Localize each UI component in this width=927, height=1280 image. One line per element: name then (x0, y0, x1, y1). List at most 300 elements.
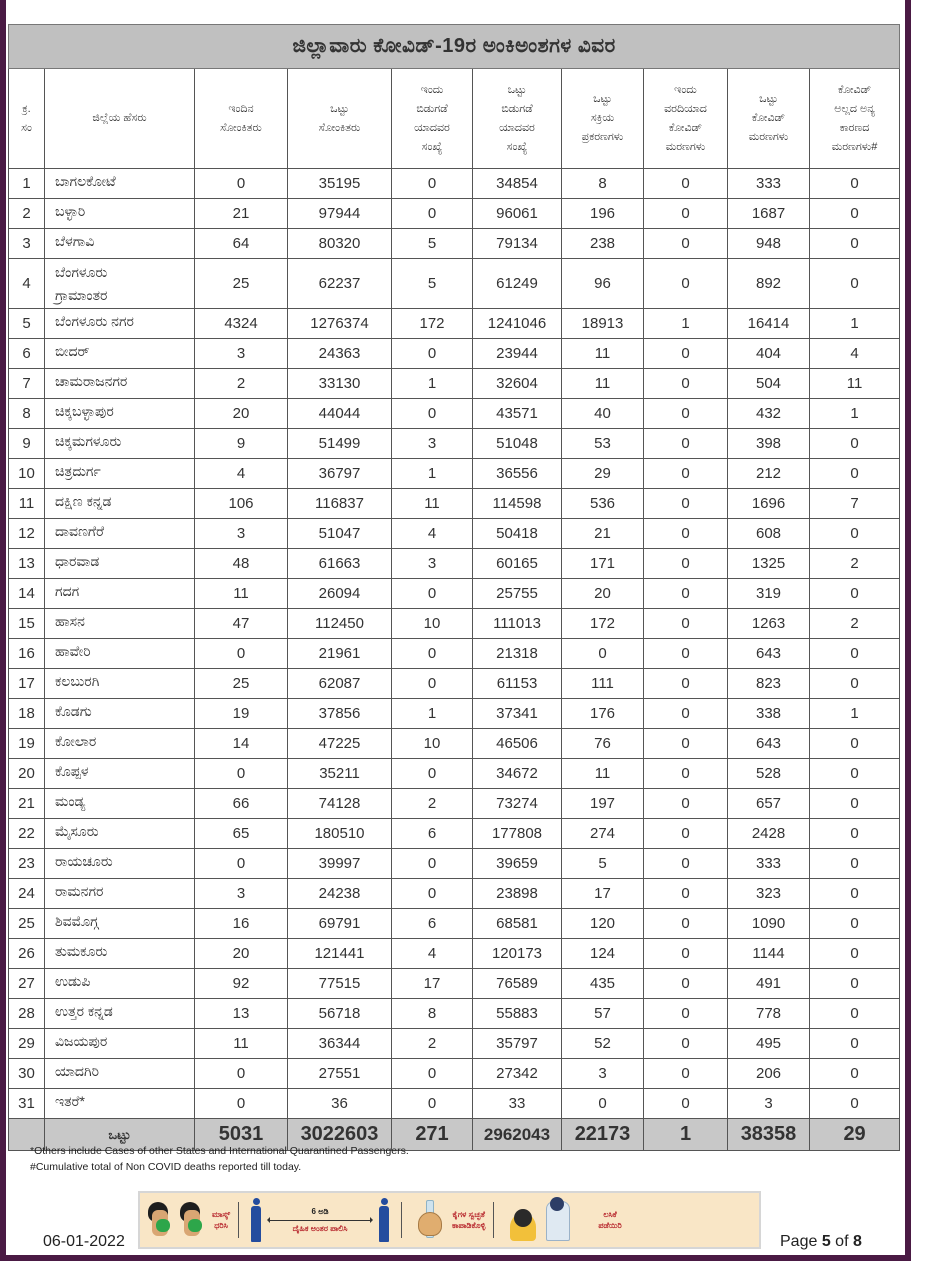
serial-number: 31 (9, 1089, 45, 1119)
today-discharged: 5 (392, 229, 473, 259)
hands-segment (410, 1193, 485, 1247)
today-positive: 48 (195, 549, 288, 579)
total-deaths: 504 (728, 369, 810, 399)
masked-face-icon (146, 1200, 172, 1240)
covid-safety-banner (138, 1191, 761, 1249)
district-name-text: ಕಲಬುರಗಿ (55, 673, 100, 689)
district-name-text: ಬಳ್ಳಾರಿ (55, 203, 86, 219)
total-deaths: 338 (728, 699, 810, 729)
serial-number: 11 (9, 489, 45, 519)
today-discharged: 10 (392, 609, 473, 639)
distance-indicator (265, 1207, 375, 1234)
table-row (9, 879, 900, 909)
active-cases: 52 (562, 1029, 644, 1059)
table-row (9, 229, 900, 259)
column-header-total-positive (288, 69, 392, 169)
today-positive: 3 (195, 339, 288, 369)
today-positive: 64 (195, 229, 288, 259)
column-header-row (9, 69, 900, 169)
header-text: ಯಾದವರ (499, 121, 535, 134)
today-discharged: 3 (392, 429, 473, 459)
serial-number: 8 (9, 399, 45, 429)
today-deaths: 0 (644, 429, 728, 459)
total-deaths: 1696 (728, 489, 810, 519)
total-deaths: 892 (728, 259, 810, 309)
non-covid-deaths: 1 (810, 399, 900, 429)
serial-number: 10 (9, 459, 45, 489)
today-discharged: 4 (392, 519, 473, 549)
district-name-text: ರಾಮನಗರ (55, 883, 104, 899)
today-deaths: 0 (644, 789, 728, 819)
district-name-text: ಚಿತ್ರದುರ್ಗ (55, 463, 101, 479)
non-covid-deaths: 0 (810, 259, 900, 309)
district-name-text: ಯಾದಗಿರಿ (55, 1063, 100, 1079)
active-cases: 11 (562, 339, 644, 369)
vaccine-label-line2: ಪಡೆಯಿರಿ (598, 1221, 622, 1230)
district-name (45, 909, 195, 939)
district-name-text: ಹಾವೇರಿ (55, 643, 91, 659)
total-deaths: 1090 (728, 909, 810, 939)
serial-number: 30 (9, 1059, 45, 1089)
total-positive: 77515 (288, 969, 392, 999)
active-cases: 124 (562, 939, 644, 969)
header-text: ಸಂ (21, 121, 32, 134)
today-deaths: 0 (644, 369, 728, 399)
total-discharged: 76589 (473, 969, 562, 999)
non-covid-deaths: 0 (810, 199, 900, 229)
active-cases: 197 (562, 789, 644, 819)
total-discharged: 60165 (473, 549, 562, 579)
total-discharged: 34672 (473, 759, 562, 789)
today-deaths: 0 (644, 399, 728, 429)
serial-number: 4 (9, 259, 45, 309)
today-positive: 25 (195, 669, 288, 699)
header-text: ಕೋವಿಡ್ (837, 83, 872, 96)
today-deaths: 0 (644, 229, 728, 259)
today-deaths: 0 (644, 969, 728, 999)
total-deaths: 643 (728, 639, 810, 669)
active-cases: 29 (562, 459, 644, 489)
table-row (9, 489, 900, 519)
active-cases: 53 (562, 429, 644, 459)
today-discharged: 1 (392, 369, 473, 399)
non-covid-deaths: 0 (810, 819, 900, 849)
serial-number: 22 (9, 819, 45, 849)
non-covid-deaths: 0 (810, 169, 900, 199)
district-name (45, 369, 195, 399)
non-covid-deaths: 1 (810, 309, 900, 339)
column-header-today-discharged (392, 69, 473, 169)
total-discharged: 46506 (473, 729, 562, 759)
serial-number: 7 (9, 369, 45, 399)
column-header-today-deaths (644, 69, 728, 169)
total-discharged: 51048 (473, 429, 562, 459)
total-deaths: 333 (728, 849, 810, 879)
header-text: ಇಂದು (674, 83, 697, 96)
district-name (45, 609, 195, 639)
today-discharged: 1 (392, 459, 473, 489)
district-name (45, 819, 195, 849)
column-header-total-discharged (473, 69, 562, 169)
district-name (45, 429, 195, 459)
active-cases: 18913 (562, 309, 644, 339)
non-covid-deaths: 0 (810, 879, 900, 909)
today-deaths: 0 (644, 1059, 728, 1089)
total-discharged: 1241046 (473, 309, 562, 339)
district-name-text: ಉಡುಪಿ (55, 973, 91, 989)
active-cases: 172 (562, 609, 644, 639)
total-deaths: 608 (728, 519, 810, 549)
total-deaths: 3 (728, 1089, 810, 1119)
total-positive: 39997 (288, 849, 392, 879)
header-text: ಬಿಡುಗಡೆ (501, 102, 533, 115)
district-name-text: ಇತರೆ* (55, 1093, 85, 1109)
district-name-text: ಉತ್ತರ ಕನ್ನಡ (55, 1003, 113, 1019)
total-discharged: 35797 (473, 1029, 562, 1059)
table-row (9, 339, 900, 369)
district-name (45, 1089, 195, 1119)
total-positive: 112450 (288, 609, 392, 639)
today-deaths: 0 (644, 939, 728, 969)
total-today-discharged: 271 (392, 1119, 473, 1151)
table-title: ಜಿಲ್ಲಾವಾರು ಕೋವಿಡ್-19ರ ಅಂಕಿಅಂಶಗಳ ವಿವರ (9, 25, 900, 69)
column-header-active (562, 69, 644, 169)
today-deaths: 0 (644, 199, 728, 229)
header-text: ಸಕ್ರಿಯ (590, 112, 615, 124)
report-date: 06-01-2022 (43, 1233, 125, 1250)
today-deaths: 0 (644, 639, 728, 669)
today-positive: 21 (195, 199, 288, 229)
today-deaths: 0 (644, 489, 728, 519)
header-text: ಸಂಖ್ಯೆ (506, 140, 528, 153)
active-cases: 176 (562, 699, 644, 729)
total-positive: 51499 (288, 429, 392, 459)
page-current: 5 (821, 1233, 831, 1250)
today-deaths: 0 (644, 1029, 728, 1059)
serial-number: 18 (9, 699, 45, 729)
mask-label (212, 1209, 230, 1231)
non-covid-deaths: 0 (810, 969, 900, 999)
district-name (45, 879, 195, 909)
today-positive: 19 (195, 699, 288, 729)
today-deaths: 0 (644, 459, 728, 489)
total-deaths: 1325 (728, 549, 810, 579)
today-positive: 16 (195, 909, 288, 939)
active-cases: 274 (562, 819, 644, 849)
header-text: ಕ್ರ. (22, 102, 31, 115)
total-deaths: 495 (728, 1029, 810, 1059)
district-name-text: ಕೊಡಗು (55, 703, 92, 719)
table-row (9, 519, 900, 549)
district-name-text: ಚಿಕ್ಕಬಳ್ಳಾಪುರ (55, 403, 114, 419)
non-covid-deaths: 2 (810, 549, 900, 579)
serial-number: 14 (9, 579, 45, 609)
footnotes (30, 1143, 409, 1175)
today-deaths: 0 (644, 699, 728, 729)
total-deaths: 491 (728, 969, 810, 999)
serial-number: 17 (9, 669, 45, 699)
district-name (45, 199, 195, 229)
active-cases: 57 (562, 999, 644, 1029)
active-cases: 435 (562, 969, 644, 999)
district-name (45, 229, 195, 259)
table-row (9, 369, 900, 399)
total-positive: 47225 (288, 729, 392, 759)
today-positive: 20 (195, 939, 288, 969)
total-deaths: 206 (728, 1059, 810, 1089)
total-discharged: 73274 (473, 789, 562, 819)
table-row (9, 429, 900, 459)
total-positive: 24363 (288, 339, 392, 369)
today-discharged: 6 (392, 819, 473, 849)
serial-number: 16 (9, 639, 45, 669)
header-text: ಒಟ್ಟು (593, 93, 612, 105)
total-discharged: 27342 (473, 1059, 562, 1089)
non-covid-deaths: 0 (810, 1029, 900, 1059)
today-positive: 25 (195, 259, 288, 309)
today-deaths: 0 (644, 669, 728, 699)
serial-number: 9 (9, 429, 45, 459)
today-deaths: 0 (644, 759, 728, 789)
today-positive: 0 (195, 1059, 288, 1089)
total-discharged: 21318 (473, 639, 562, 669)
district-name (45, 519, 195, 549)
total-discharged: 55883 (473, 999, 562, 1029)
district-name (45, 489, 195, 519)
today-positive: 4324 (195, 309, 288, 339)
total-total-deaths: 38358 (728, 1119, 810, 1151)
header-text: ಸಂಖ್ಯೆ (421, 140, 443, 153)
serial-number: 13 (9, 549, 45, 579)
today-discharged: 0 (392, 669, 473, 699)
total-non-covid-deaths: 29 (810, 1119, 900, 1151)
total-today-positive: 5031 (195, 1119, 288, 1151)
serial-number: 28 (9, 999, 45, 1029)
non-covid-deaths: 0 (810, 519, 900, 549)
header-text: ಇಂದಿನ (228, 102, 254, 115)
today-positive: 11 (195, 1029, 288, 1059)
table-row (9, 169, 900, 199)
footnote-others: *Others include Cases of other States and International Quarantined Passengers. (30, 1145, 409, 1157)
total-positive: 35195 (288, 169, 392, 199)
today-deaths: 1 (644, 309, 728, 339)
today-positive: 11 (195, 579, 288, 609)
active-cases: 111 (562, 669, 644, 699)
active-cases: 96 (562, 259, 644, 309)
table-body (9, 169, 900, 1151)
table-row (9, 259, 900, 309)
today-positive: 0 (195, 1089, 288, 1119)
district-name (45, 1059, 195, 1089)
total-positive: 62237 (288, 259, 392, 309)
today-discharged: 5 (392, 259, 473, 309)
serial-number: 6 (9, 339, 45, 369)
serial-number: 26 (9, 939, 45, 969)
district-name (45, 969, 195, 999)
serial-number: 15 (9, 609, 45, 639)
district-name (45, 1029, 195, 1059)
serial-number: 3 (9, 229, 45, 259)
non-covid-deaths: 0 (810, 759, 900, 789)
district-covid-table-wrapper (8, 24, 899, 1151)
header-text: ಯಾದವರ (414, 121, 450, 134)
total-discharged: 34854 (473, 169, 562, 199)
total-deaths: 1144 (728, 939, 810, 969)
total-deaths: 323 (728, 879, 810, 909)
total-positive: 51047 (288, 519, 392, 549)
active-cases: 171 (562, 549, 644, 579)
today-deaths: 0 (644, 849, 728, 879)
header-text: ಕೋವಿಡ್ (668, 121, 703, 134)
total-discharged: 68581 (473, 909, 562, 939)
header-text: ಪ್ರಕರಣಗಳು (581, 131, 624, 143)
today-positive: 3 (195, 519, 288, 549)
non-covid-deaths: 0 (810, 669, 900, 699)
table-row (9, 729, 900, 759)
today-deaths: 0 (644, 549, 728, 579)
district-name-text: ಮಂಡ್ಯ (55, 793, 86, 809)
total-deaths: 1263 (728, 609, 810, 639)
header-text: ಒಟ್ಟು (330, 102, 349, 115)
today-discharged: 0 (392, 199, 473, 229)
today-positive: 0 (195, 639, 288, 669)
total-positive: 24238 (288, 879, 392, 909)
total-positive: 37856 (288, 699, 392, 729)
district-name-text-line2: ಗ್ರಾಮಾಂತರ (55, 286, 108, 303)
header-text: ಸೋಂಕಿತರು (220, 121, 262, 134)
vaccine-segment (502, 1193, 621, 1247)
total-discharged: 39659 (473, 849, 562, 879)
non-covid-deaths: 0 (810, 579, 900, 609)
total-discharged: 32604 (473, 369, 562, 399)
table-row (9, 939, 900, 969)
today-deaths: 0 (644, 729, 728, 759)
table-row (9, 1089, 900, 1119)
district-name (45, 579, 195, 609)
header-text: ಕೋವಿಡ್ (751, 112, 786, 124)
total-positive: 80320 (288, 229, 392, 259)
total-positive: 61663 (288, 549, 392, 579)
today-discharged: 3 (392, 549, 473, 579)
total-total-positive: 3022603 (288, 1119, 392, 1151)
total-discharged: 79134 (473, 229, 562, 259)
person-icon (251, 1198, 261, 1242)
total-positive: 33130 (288, 369, 392, 399)
header-text: ಸೋಂಕಿತರು (318, 121, 361, 134)
header-text: ಮರಣಗಳು (748, 131, 789, 143)
district-name (45, 789, 195, 819)
active-cases: 120 (562, 909, 644, 939)
banner-divider (493, 1202, 494, 1238)
vaccine-label-line1: ಲಸಿಕೆ (603, 1210, 617, 1219)
table-row (9, 1059, 900, 1089)
today-positive: 20 (195, 399, 288, 429)
page-sep: of (830, 1233, 853, 1250)
total-discharged: 43571 (473, 399, 562, 429)
non-covid-deaths: 0 (810, 1059, 900, 1089)
total-discharged: 111013 (473, 609, 562, 639)
district-name-text: ದಕ್ಷಿಣ ಕನ್ನಡ (55, 493, 112, 509)
district-name (45, 669, 195, 699)
total-active-cases: 22173 (562, 1119, 644, 1151)
total-positive: 44044 (288, 399, 392, 429)
district-name (45, 309, 195, 339)
active-cases: 76 (562, 729, 644, 759)
today-discharged: 2 (392, 789, 473, 819)
total-positive: 21961 (288, 639, 392, 669)
total-deaths: 823 (728, 669, 810, 699)
total-deaths: 528 (728, 759, 810, 789)
table-row (9, 639, 900, 669)
total-positive: 116837 (288, 489, 392, 519)
banner-divider (401, 1202, 402, 1238)
mask-label-line1: ಮಾಸ್ಕ್ (212, 1210, 231, 1219)
table-row (9, 1029, 900, 1059)
total-deaths: 2428 (728, 819, 810, 849)
column-header-today-positive (195, 69, 288, 169)
total-deaths: 398 (728, 429, 810, 459)
total-deaths: 643 (728, 729, 810, 759)
today-discharged: 0 (392, 759, 473, 789)
header-text: ಮರಣಗಳು (665, 140, 706, 153)
today-positive: 3 (195, 879, 288, 909)
total-positive: 27551 (288, 1059, 392, 1089)
today-positive: 0 (195, 169, 288, 199)
today-discharged: 8 (392, 999, 473, 1029)
table-row (9, 579, 900, 609)
active-cases: 11 (562, 369, 644, 399)
mask-segment (140, 1193, 230, 1247)
today-positive: 2 (195, 369, 288, 399)
distance-label: ದೈಹಿಕ ಅಂತರ ಪಾಲಿಸಿ (292, 1223, 348, 1233)
district-name-text: ಬೆಳಗಾವಿ (55, 233, 95, 249)
today-discharged: 172 (392, 309, 473, 339)
column-header-serial (9, 69, 45, 169)
today-discharged: 0 (392, 639, 473, 669)
district-name (45, 729, 195, 759)
total-positive: 35211 (288, 759, 392, 789)
header-text: ಒಟ್ಟು (507, 83, 527, 96)
non-covid-deaths: 2 (810, 609, 900, 639)
non-covid-deaths: 0 (810, 849, 900, 879)
today-deaths: 0 (644, 339, 728, 369)
banner-divider (238, 1202, 239, 1238)
district-name-text: ಶಿವಮೊಗ್ಗ (55, 913, 99, 929)
serial-number: 20 (9, 759, 45, 789)
total-deaths: 432 (728, 399, 810, 429)
today-positive: 66 (195, 789, 288, 819)
table-row (9, 699, 900, 729)
district-name-text: ಬೆಂಗಳೂರು ನಗರ (55, 313, 134, 329)
total-deaths: 319 (728, 579, 810, 609)
total-discharged: 36556 (473, 459, 562, 489)
district-name-text: ವಿಜಯಪುರ (55, 1033, 108, 1049)
today-discharged: 10 (392, 729, 473, 759)
serial-number: 27 (9, 969, 45, 999)
non-covid-deaths: 0 (810, 939, 900, 969)
footnote-non-covid: #Cumulative total of Non COVID deaths reported till today. (30, 1161, 302, 1173)
active-cases: 0 (562, 1089, 644, 1119)
today-deaths: 0 (644, 999, 728, 1029)
active-cases: 0 (562, 639, 644, 669)
total-discharged: 96061 (473, 199, 562, 229)
total-positive: 56718 (288, 999, 392, 1029)
person-icon (379, 1198, 389, 1242)
header-text: ಬಿಡುಗಡೆ (416, 102, 448, 115)
header-text: ಮರಣಗಳು# (831, 140, 878, 153)
total-positive: 74128 (288, 789, 392, 819)
today-deaths: 0 (644, 909, 728, 939)
